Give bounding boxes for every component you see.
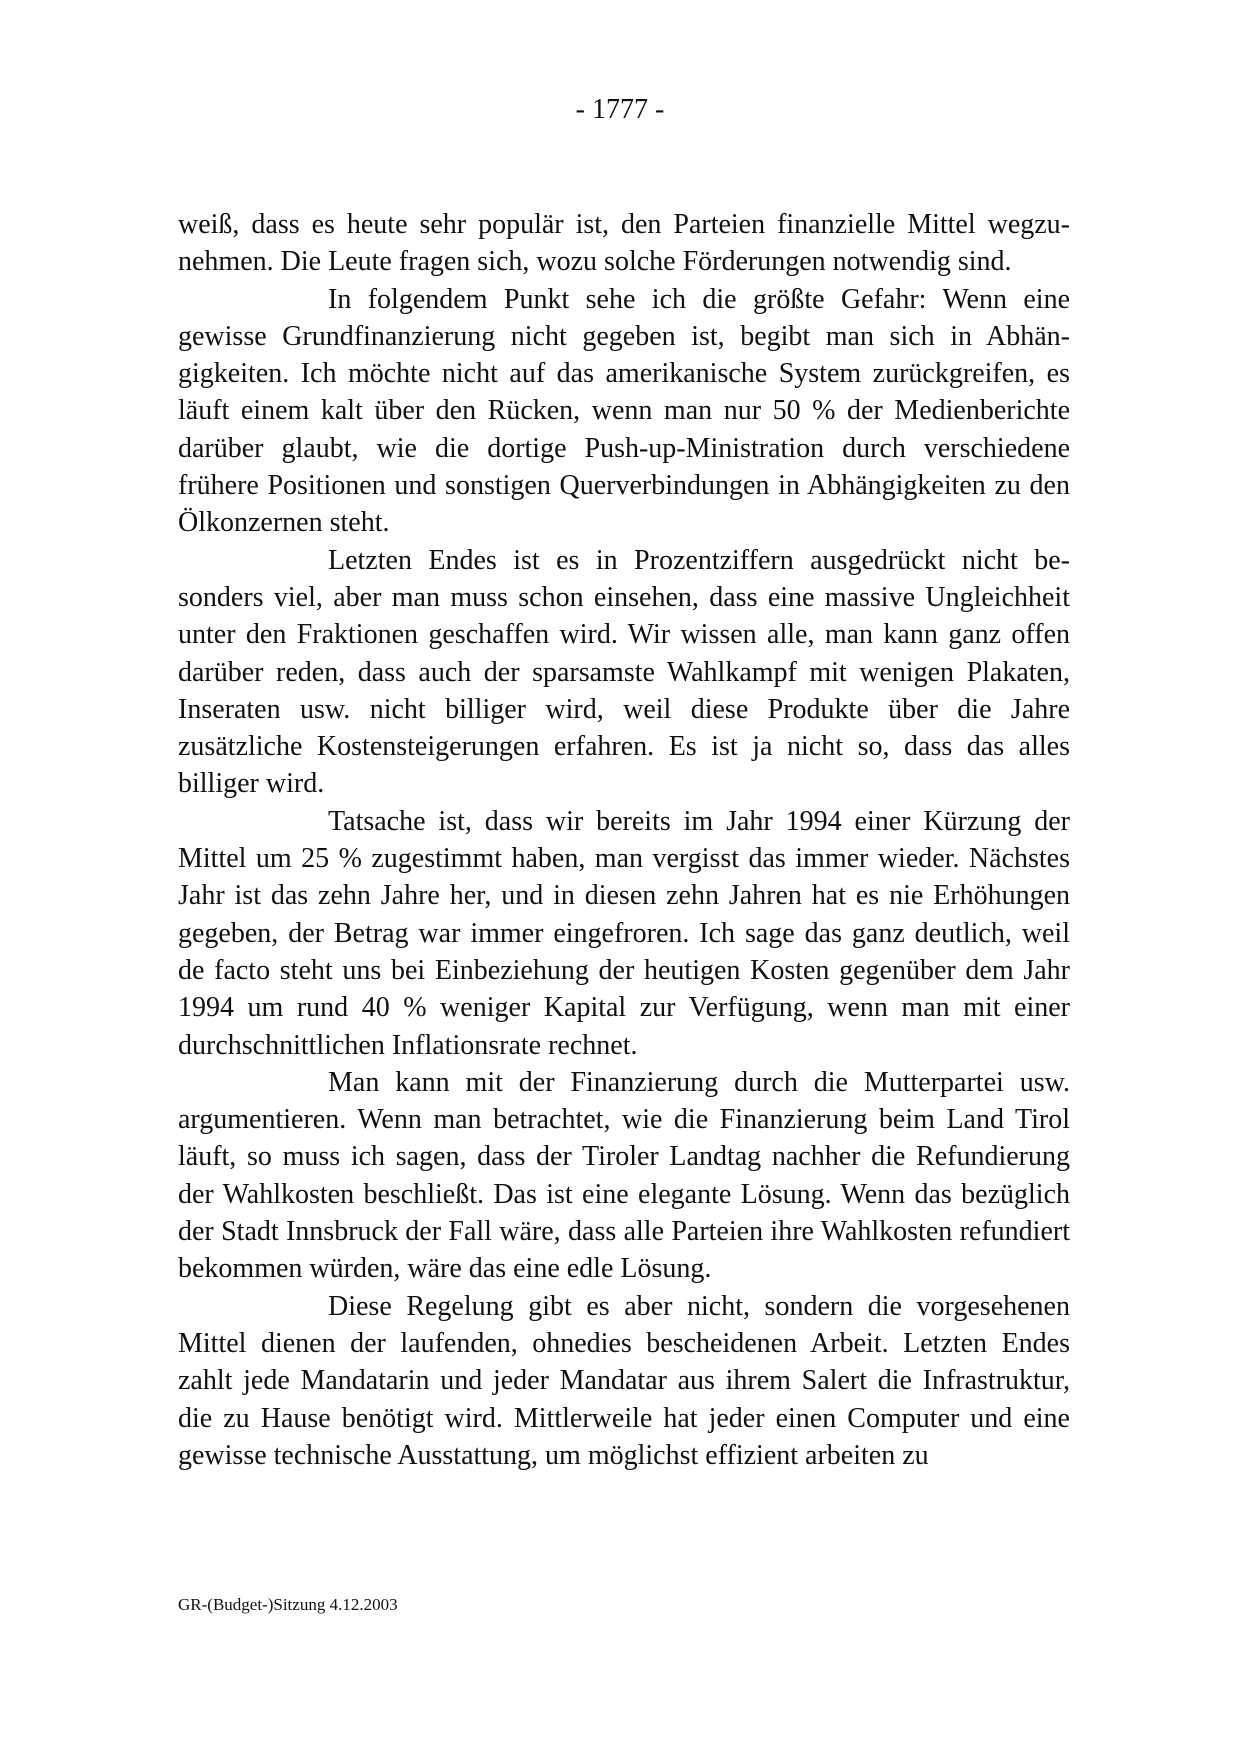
session-footer: GR-(Budget-)Sitzung 4.12.2003 [178,1595,398,1614]
paragraph: Diese Regelung gibt es aber nicht, sondern die vorgesehenen Mittel dienen der laufenden, ohnedies bescheidenen Arbeit. Letzten Endes zahlt jede Mandatarin und jeder Mandatar aus ihrem Salert die Infrastruktur, die zu Hause benötigt wird. Mittlerweile hat jeder einen Computer und eine gewisse technische Ausstattung, um möglichst effizient arbeiten zu [178,1290,1070,1471]
paragraph: Man kann mit der Finanzierung durch die Mutterpartei usw. argumentieren. Wenn man betrachtet, wie die Finanzierung beim Land Tirol läuft, so muss ich sagen, dass der Tiroler Landtag nachher die Refundierung der Wahlkosten beschließt. Das ist eine elegante Lösung. Wenn das bezüglich der Stadt Innsbruck der Fall wäre, dass alle Parteien ihre Wahlkosten refundiert bekommen würden, wäre das eine edle Lösung. [178,1066,1070,1285]
paragraph: Tatsache ist, dass wir bereits im Jahr 1994 einer Kürzung der Mittel um 25 % zugestimmt haben, man vergisst das immer wieder. Nächstes Jahr ist das zehn Jahre her, und in diesen zehn Jahren hat es nie Erhöhungen gegeben, der Betrag war immer eingefroren. Ich sage das ganz deutlich, weil de facto steht uns bei Einbeziehung der heutigen Kosten gegenüber dem Jahr 1994 um rund 40 % weniger Kapital zur Verfügung, wenn man mit einer durchschnittlichen Inflationsrate rechnet. [178,805,1070,1061]
body-text [178,206,1070,1474]
paragraph-continuation: weiß, dass es heute sehr populär ist, den Parteien finanzielle Mittel wegzunehmen. Die Leute fragen sich, wozu solche Förderungen notwendig sind. [178,209,1070,278]
page-number: - 1777 - [575,94,665,125]
paragraph: Letzten Endes ist es in Prozentziffern ausgedrückt nicht besonders viel, aber man muss schon einsehen, dass eine massive Ungleichheit unter den Fraktionen geschaffen wird. Wir wissen alle, man kann ganz offen darüber reden, dass auch der sparsamste Wahlkampf mit wenigen Plakaten, Inseraten usw. nicht billiger wird, weil diese Produkte über die Jahre zusätzliche Kostensteigerungen erfahren. Es ist ja nicht so, dass das alles billiger wird. [178,544,1070,800]
paragraph: In folgendem Punkt sehe ich die größte Gefahr: Wenn eine gewisse Grundfinanzierung nicht gegeben ist, begibt man sich in Abhängigkeiten. Ich möchte nicht auf das amerikanische System zurückgreifen, es läuft einem kalt über den Rücken, wenn man nur 50 % der Medienberichte darüber glaubt, wie die dortige Push-up-Ministration durch verschiedene frühere Positionen und sonstigen Querverbindungen in Abhängigkeiten zu den Ölkonzernen steht. [178,283,1070,539]
